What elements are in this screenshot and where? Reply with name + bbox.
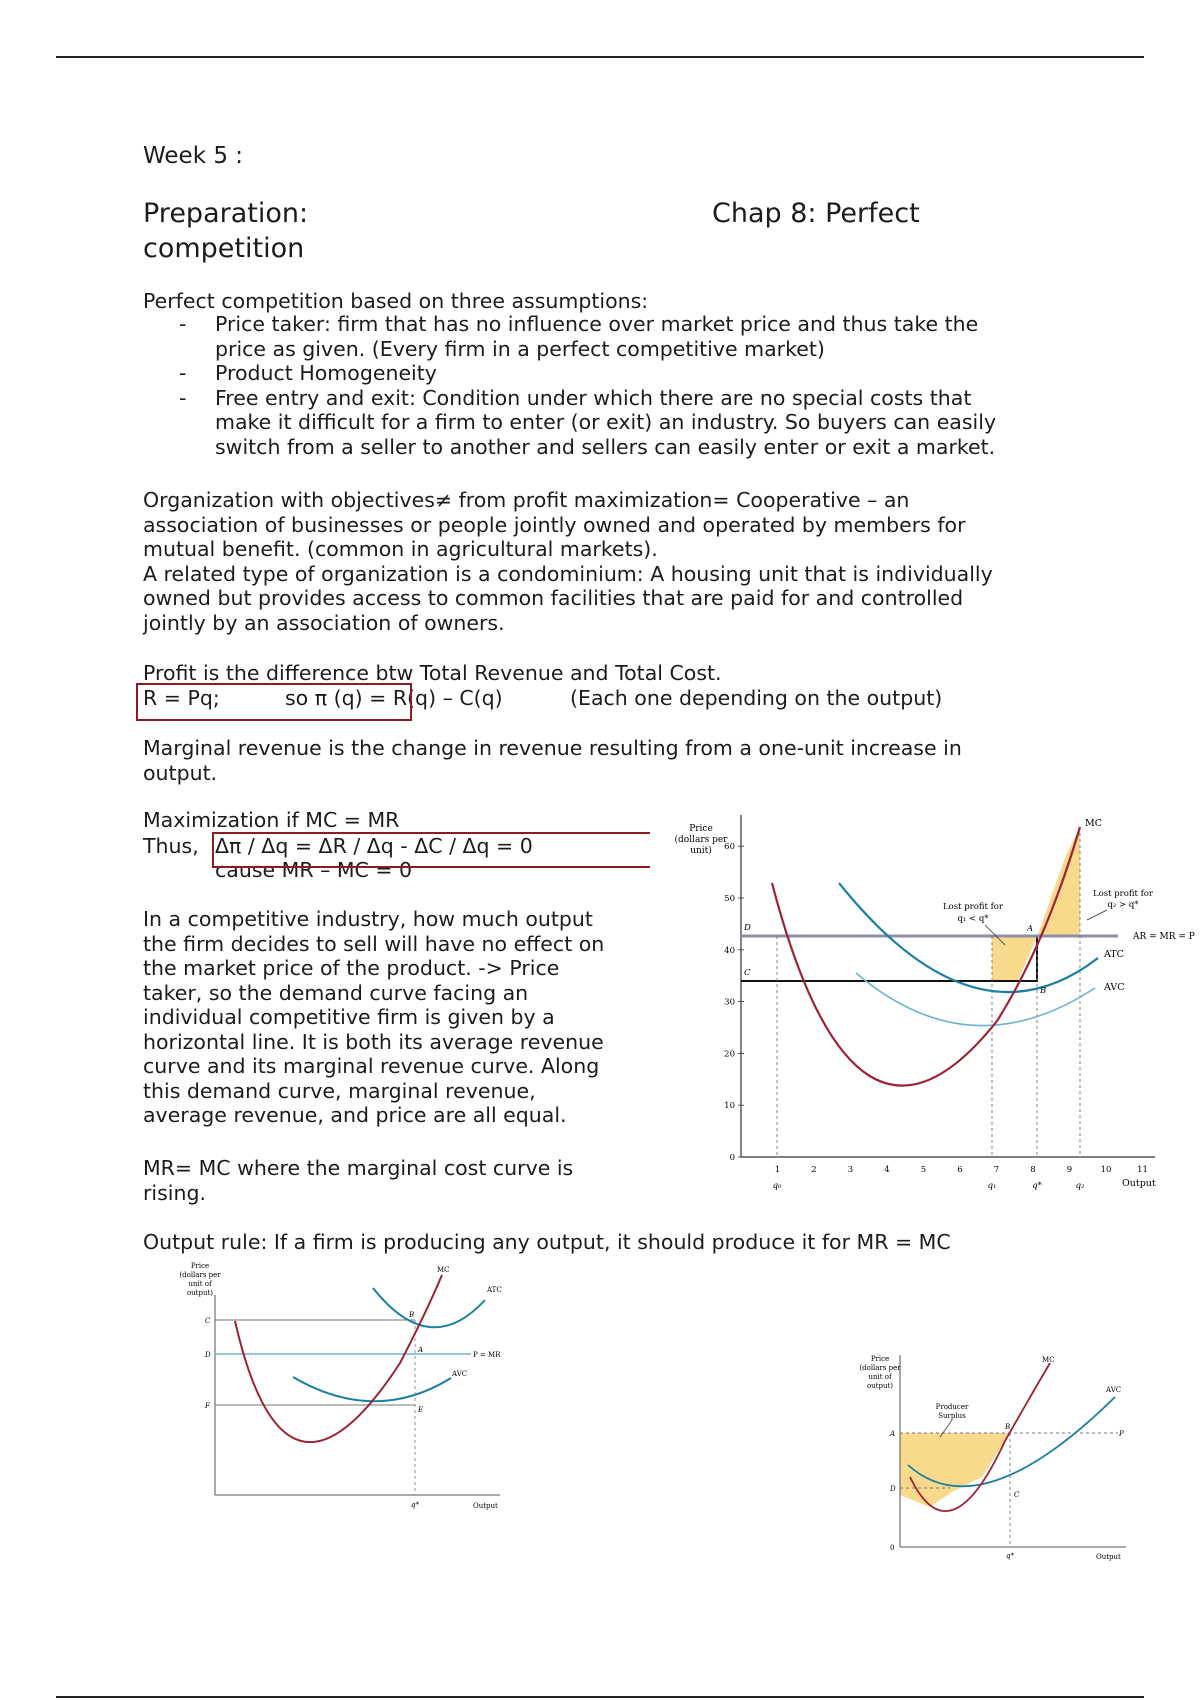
paragraph-line: the firm decides to sell will have no effect on	[143, 931, 605, 956]
loss-chart	[155, 1255, 515, 1515]
point-c: C	[1014, 1491, 1020, 1499]
y-axis-label: Price	[870, 1355, 890, 1363]
profit-note: (Each one depending on the output)	[570, 686, 943, 710]
avc-label: AVC	[452, 1370, 468, 1378]
y-axis-label: unit of	[188, 1280, 212, 1288]
list-item	[143, 312, 1043, 361]
list-line: switch from a seller to another and sellers can easily enter or exit a market.	[215, 434, 996, 459]
axis-letter-d: D	[890, 1485, 896, 1493]
assumptions-list	[143, 312, 1043, 459]
y-axis-label: unit)	[690, 846, 712, 856]
axis-letter-zero: 0	[890, 1544, 895, 1552]
price-line-label: P	[1119, 1430, 1124, 1438]
producer-surplus-area	[900, 1433, 1010, 1507]
annotation-arrow	[1087, 910, 1107, 920]
lost-profit-left-label: q₁ < q*	[957, 914, 989, 924]
thus-label: Thus,	[143, 834, 199, 858]
derivative-formula: Δπ / Δq = ΔR / Δq - ΔC / Δq = 0	[215, 834, 533, 858]
x-tick-label: 9	[1066, 1165, 1073, 1175]
profit-formula: so π (q) = R(q) – C(q)	[285, 686, 503, 710]
paragraph-line: Organization with objectives≠ from profit maximization= Cooperative – an	[143, 488, 910, 512]
paragraph-line: taker, so the demand curve facing an	[143, 980, 529, 1005]
y-tick-label: 0	[729, 1153, 735, 1163]
y-tick-label: 50	[724, 894, 735, 904]
producer-surplus-label: Producer	[935, 1403, 969, 1411]
point-b: B	[1005, 1423, 1011, 1431]
axis-letter-a: A	[890, 1430, 896, 1438]
mc-label: MC	[1085, 818, 1102, 829]
y-tick-label: 60	[724, 842, 735, 853]
mc-label: MC	[1042, 1356, 1055, 1364]
x-tick-label: 4	[884, 1165, 890, 1175]
paragraph-line: curve and its marginal revenue curve. Along	[143, 1054, 600, 1078]
mc-curve	[772, 827, 1080, 1086]
paragraph-line: the market price of the product. -> Price	[143, 956, 560, 980]
avc-label: AVC	[1104, 982, 1125, 993]
point-c: C	[744, 968, 751, 978]
paragraph-line: A related type of organization is a condominium: A housing unit that is individually	[143, 561, 993, 586]
point-e: E	[418, 1406, 424, 1414]
price-line-label: P = MR	[473, 1351, 501, 1359]
producer-surplus-chart	[840, 1345, 1140, 1570]
y-axis-label: (dollars per	[859, 1364, 901, 1372]
y-axis-label: output)	[186, 1289, 214, 1297]
page-title-left: Preparation:	[143, 198, 309, 229]
profit-definition: Profit is the difference btw Total Revenue and Total Cost.	[143, 661, 722, 685]
bullet-dash: -	[179, 312, 187, 336]
price-line-label: AR = MR = P	[1133, 932, 1195, 942]
list-line: Price taker: firm that has no influence over market price and thus take the	[215, 312, 979, 336]
paragraph-line: mutual benefit. (common in agricultural markets).	[143, 537, 658, 561]
intro-text: Perfect competition based on three assumptions:	[143, 289, 649, 313]
x-axis-label: Output	[1122, 1178, 1156, 1189]
y-tick-label: 30	[724, 997, 735, 1008]
page-title-left-cont: competition	[143, 233, 305, 264]
output-rule: Output rule: If a firm is producing any output, it should produce it for MR = MC	[143, 1230, 951, 1254]
y-axis-label: (dollars per	[179, 1271, 221, 1279]
paragraph-line: this demand curve, marginal revenue,	[143, 1078, 536, 1103]
list-line: make it difficult for a firm to enter (or exit) an industry. So buyers can easily	[215, 410, 997, 434]
lost-profit-right-label: Lost profit for	[1093, 889, 1153, 899]
page-title-right: Chap 8: Perfect	[712, 198, 920, 229]
y-tick-label: 20	[724, 1049, 735, 1060]
atc-curve	[373, 1288, 485, 1327]
y-tick-label: 40	[724, 945, 735, 956]
x-tick-label: 11	[1137, 1165, 1148, 1175]
paragraph-line: horizontal line. It is both its average revenue	[143, 1029, 604, 1054]
point-a: A	[1027, 924, 1034, 934]
list-item	[143, 361, 1043, 386]
y-tick-label: 10	[724, 1101, 735, 1112]
x-tick-label: 5	[920, 1165, 927, 1175]
paragraph-line: Marginal revenue is the change in revenue resulting from a one-unit increase in	[143, 736, 962, 760]
avc-label: AVC	[1106, 1386, 1122, 1394]
atc-label: ATC	[1104, 949, 1124, 960]
list-line: price as given. (Every firm in a perfect competitive market)	[215, 336, 825, 361]
top-rule	[56, 56, 1144, 58]
paragraph-line: individual competitive firm is given by a	[143, 1005, 555, 1029]
point-d: D	[744, 923, 751, 933]
x-mark-label: q₁	[987, 1181, 997, 1191]
list-item	[143, 386, 1043, 460]
x-tick-label: 7	[993, 1165, 1000, 1175]
x-tick-label: 2	[811, 1165, 817, 1175]
paragraph-line: MR= MC where the marginal cost curve is	[143, 1156, 574, 1180]
y-axis-label: Price	[689, 824, 713, 834]
producer-surplus-label: Surplus	[938, 1412, 966, 1420]
point-a: A	[418, 1346, 424, 1354]
paragraph-line: output.	[143, 760, 218, 785]
paragraph-line: owned but provides access to common facilities that are paid for and controlled	[143, 586, 964, 610]
lost-profit-area-right	[1037, 827, 1080, 937]
paragraph-line: association of businesses or people jointly owned and operated by members for	[143, 512, 966, 537]
x-tick-label: 1	[774, 1165, 781, 1175]
axis-letter-c: C	[205, 1317, 211, 1325]
lost-profit-left-label: Lost profit for	[943, 902, 1003, 912]
competitive-paragraph	[143, 907, 604, 1128]
x-tick-labels	[773, 1165, 1148, 1191]
cause-formula: cause MR – MC = 0	[215, 858, 413, 882]
mc-label: MC	[437, 1266, 450, 1274]
revenue-formula: R = Pq;	[143, 686, 220, 710]
y-axis-label: Price	[190, 1262, 210, 1270]
x-axis-label: Output	[1096, 1553, 1121, 1561]
y-axis-label: output)	[866, 1382, 894, 1390]
list-line: Product Homogeneity	[215, 361, 437, 385]
y-axis-label: unit of	[868, 1373, 892, 1381]
x-mark-label: q*	[1032, 1181, 1042, 1191]
bottom-rule	[56, 1696, 1144, 1698]
x-mark-label: q₀	[772, 1181, 782, 1191]
organization-paragraph	[143, 488, 993, 635]
axis-letter-d: D	[205, 1351, 211, 1359]
paragraph-line: average revenue, and price are all equal.	[143, 1103, 567, 1127]
y-axis-label: (dollars per	[674, 835, 728, 845]
paragraph-line: In a competitive industry, how much output	[143, 907, 593, 931]
marginal-revenue-paragraph	[143, 736, 962, 785]
x-axis-label: Output	[473, 1502, 498, 1510]
derivative-highlight-box	[212, 832, 650, 868]
lost-profit-right-label: q₂ > q*	[1107, 900, 1139, 910]
paragraph-line: rising.	[143, 1180, 207, 1205]
qstar-label: q*	[411, 1501, 419, 1509]
point-b: B	[1040, 986, 1047, 996]
list-line: Free entry and exit: Condition under which there are no special costs that	[215, 385, 972, 410]
mr-mc-paragraph	[143, 1156, 573, 1205]
mc-curve	[235, 1275, 442, 1442]
x-mark-label: q₂	[1075, 1181, 1085, 1191]
avc-curve	[293, 1377, 451, 1401]
paragraph-line: jointly by an association of owners.	[143, 610, 505, 635]
qstar-label: q*	[1006, 1552, 1014, 1560]
point-b: B	[409, 1311, 415, 1319]
profit-max-chart	[655, 805, 1195, 1200]
atc-label: ATC	[487, 1286, 502, 1294]
bullet-dash: -	[179, 385, 187, 410]
formula-highlight-box	[136, 683, 412, 721]
week-heading: Week 5 :	[143, 143, 244, 169]
x-tick-label: 8	[1030, 1165, 1036, 1175]
x-tick-label: 10	[1100, 1165, 1112, 1175]
axis-letter-f: F	[205, 1402, 210, 1410]
x-tick-label: 3	[847, 1165, 854, 1175]
x-tick-label: 6	[957, 1165, 963, 1175]
bullet-dash: -	[179, 361, 187, 385]
maximization-rule: Maximization if MC = MR	[143, 808, 400, 832]
